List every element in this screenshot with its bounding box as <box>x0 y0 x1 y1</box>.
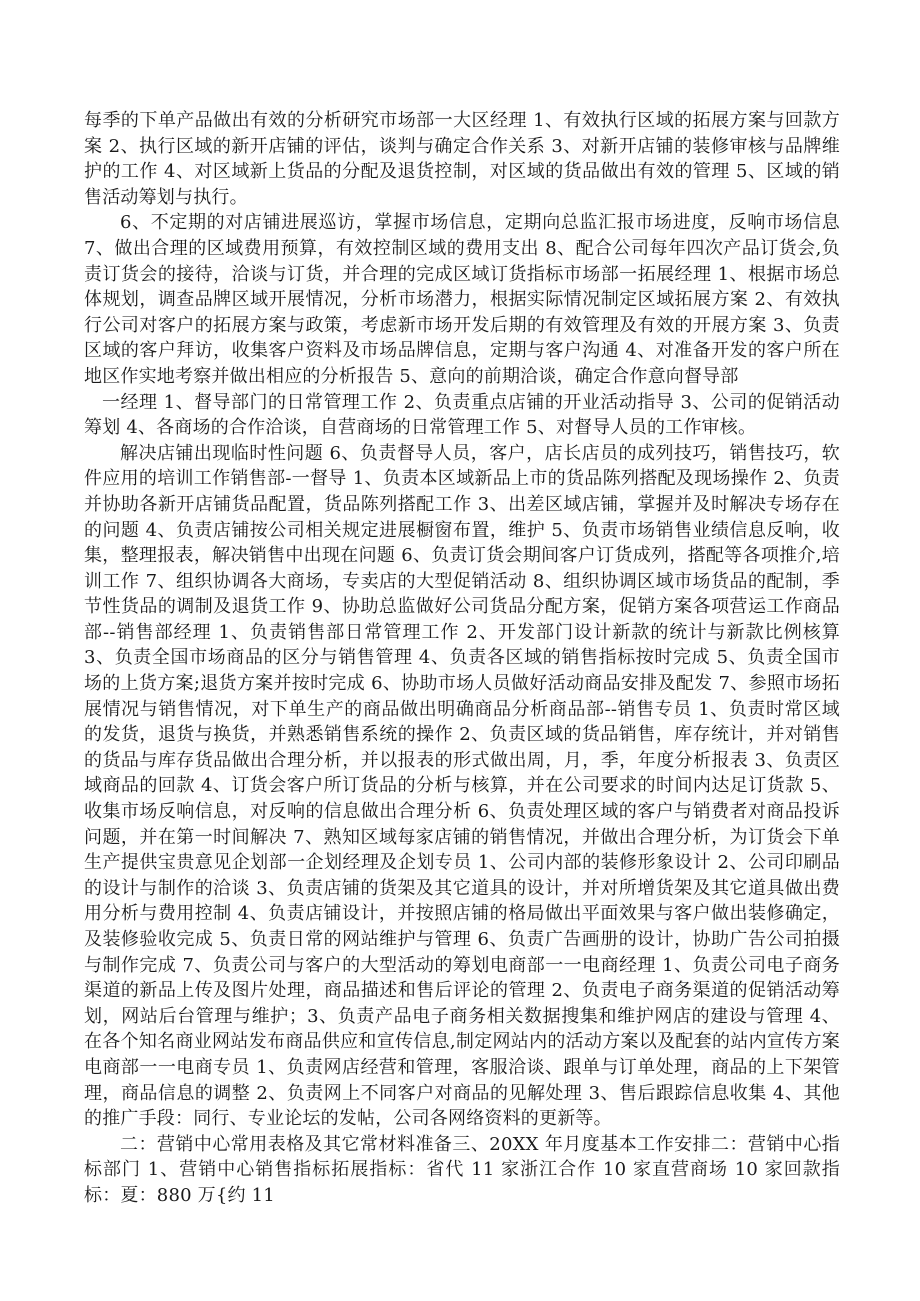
paragraph-3: 一经理 1、督导部门的日常管理工作 2、负责重点店铺的开业活动指导 3、公司的促销活动筹划 4、各商场的合作洽谈，自营商场的日常管理工作 5、对督导人员的工作审核。 <box>84 391 840 439</box>
paragraph-1: 每季的下单产品做出有效的分析研究市场部一大区经理 1、有效执行区域的拓展方案与回款方案 2、执行区域的新开店铺的评估，谈判与确定合作关系 3、对新开店铺的装修审核与品牌维护的工作 4、对区域新上货品的分配及退货控制，对区域的货品做出有效的管理 5、区域的销售活动筹划与执行。 <box>84 110 840 208</box>
paragraph-5: 二：营销中心常用表格及其它常材料准备三、20XX 年月度基本工作安排二：营销中心指标部门 1、营销中心销售指标拓展指标：省代 11 家浙江合作 10 家直营商场 10 家回款指标：夏：880 万{约 11 <box>84 1133 840 1206</box>
paragraph-4: 解决店铺出现临时性问题 6、负责督导人员，客户，店长店员的成列技巧，销售技巧，软件应用的培训工作销售部-一督导 1、负责本区域新品上市的货品陈列搭配及现场操作 2、负责并协助各新开店铺货品配置，货品陈列搭配工作 3、出差区域店铺，掌握并及时解决专场存在的问题 4、负责店铺按公司相关规定进展橱窗布置，维护 5、负责市场销售业绩信息反响，收集，整理报表，解决销售中出现在问题 6、负责订货会期间客户订货成列，搭配等各项推介,培训工作 7、组织协调各大商场，专卖店的大型促销活动 8、组织协调区域市场货品的配制，季节性货品的调制及退货工作 9、协助总监做好公司货品分配方案，促销方案各项营运工作商品部--销售部经理 1、负责销售部日常管理工作 2、开发部门设计新款的统计与新款比例核算 3、负责全国市场商品的区分与销售管理 4、负责各区域的销售指标按时完成 5、负责全国市场的上货方案;退货方案并按时完成 6、协助市场人员做好活动商品安排及配发 7、参照市场拓展情况与销售情况，对下单生产的商品做出明确商品分析商品部--销售专员 1、负责时常区域的发货，退货与换货，并熟悉销售系统的操作 2、负责区域的货品销售，库存统计，并对销售的货品与库存货品做出合理分析，并以报表的形式做出周，月，季，年度分析报表 3、负责区域商品的回款 4、订货会客户所订货品的分析与核算，并在公司要求的时间内达足订货款 5、收集市场反响信息，对反响的信息做出合理分析 6、负责处理区域的客户与销费者对商品投诉问题，并在第一时间解决 7、熟知区域每家店铺的销售情况，并做出合理分析，为订货会下单生产提供宝贵意见企划部一企划经理及企划专员 1、公司内部的装修形象设计 2、公司印刷品的设计与制作的洽谈 3、负责店铺的货架及其它道具的设计，并对所增货架及其它道具做出费用分析与费用控制 4、负责店铺设计，并按照店铺的格局做出平面效果与客户做出装修确定，及装修验收完成 5、负责日常的网站维护与管理 6、负责广告画册的设计，协助广告公司拍摄与制作完成 7、负责公司与客户的大型活动的筹划电商部一一电商经理 1、负责公司电子商务渠道的新品上传及图片处理，商品描述和售后评论的管理 2、负责电子商务渠道的促销活动筹划，网站后台管理与维护；3、负责产品电子商务相关数据搜集和维护网店的建设与管理 4、在各个知名商业网站发布商品供应和宣传信息,制定网站内的活动方案以及配套的站内宣传方案电商部一一电商专员 1、负责网店经营和管理，客服洽谈、跟单与订单处理，商品的上下架管理，商品信息的调整 2、负责网上不同客户对商品的见解处理 3、售后跟踪信息收集 4、其他的推广手段：同行、专业论坛的发帖，公司各网络资料的更新等。 <box>84 442 840 1130</box>
paragraph-2: 6、不定期的对店铺进展巡访，掌握市场信息，定期向总监汇报市场进度，反响市场信息 7、做出合理的区域费用预算，有效控制区域的费用支出 8、配合公司每年四次产品订货会,负责订货会的接待，洽谈与订货，并合理的完成区域订货指标市场部一拓展经理 1、根据市场总体规划，调查品牌区域开展情况，分析市场潜力，根据实际情况制定区域拓展方案 2、有效执行公司对客户的拓展方案与政策，考虑新市场开发后期的有效管理及有效的开展方案 3、负责区域的客户拜访，收集客户资料及市场品牌信息，定期与客户沟通 4、对准备开发的客户所在地区作实地考察并做出相应的分析报告 5、意向的前期洽谈，确定合作意向督导部 <box>84 212 840 387</box>
document-body <box>84 108 840 1209</box>
